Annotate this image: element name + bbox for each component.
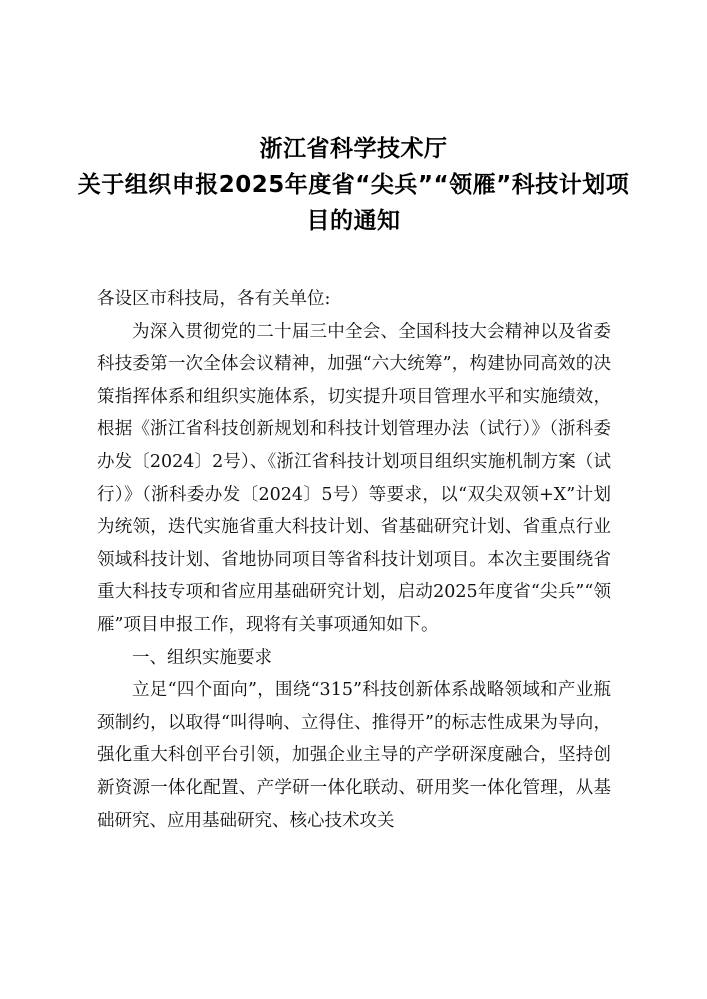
salutation: 各设区市科技局，各有关单位: <box>97 289 331 309</box>
title-line-2: 关于组织申报2025年度省“尖兵”“领雁”科技计划项 <box>77 172 630 198</box>
section-heading: 一、组织实施要求 <box>132 647 272 668</box>
document-body <box>97 283 611 837</box>
paragraph-requirements: 立足“四个面向”，围绕“315”科技创新体系战略领域和产业瓶颈制约，以取得“叫得响、立得住、推得开”的标志性成果为导向，强化重大科创平台引领，加强企业主导的产学研深度融合，坚持创新资源一体化配置、产学研一体化联动、研用奖一体化管理，从基础研究、应用基础研究、核心技术攻关 <box>97 680 611 831</box>
title-line-1: 浙江省科学技术厅 <box>259 136 448 162</box>
title-line-3: 目的通知 <box>306 208 401 234</box>
document-title <box>0 131 707 239</box>
paragraph-intro: 为深入贯彻党的二十届三中全会、全国科技大会精神以及省委科技委第一次全体会议精神，加强“六大统筹”，构建协同高效的决策指挥体系和组织实施体系，切实提升项目管理水平和实施绩效，根据《浙江省科技创新规划和科技计划管理办法（试行）》（浙科委办发〔2024〕2号）、《浙江省科技计划项目组织实施机制方案（试行）》（浙科委办发〔2024〕5号）等要求，以“双尖双领+X”计划为统领，迭代实施省重大科技计划、省基础研究计划、省重点行业领域科技计划、省地协同项目等省科技计划项目。本次主要围绕省重大科技专项和省应用基础研究计划，启动2025年度省“尖兵”“领雁”项目申报工作，现将有关事项通知如下。 <box>97 321 611 635</box>
